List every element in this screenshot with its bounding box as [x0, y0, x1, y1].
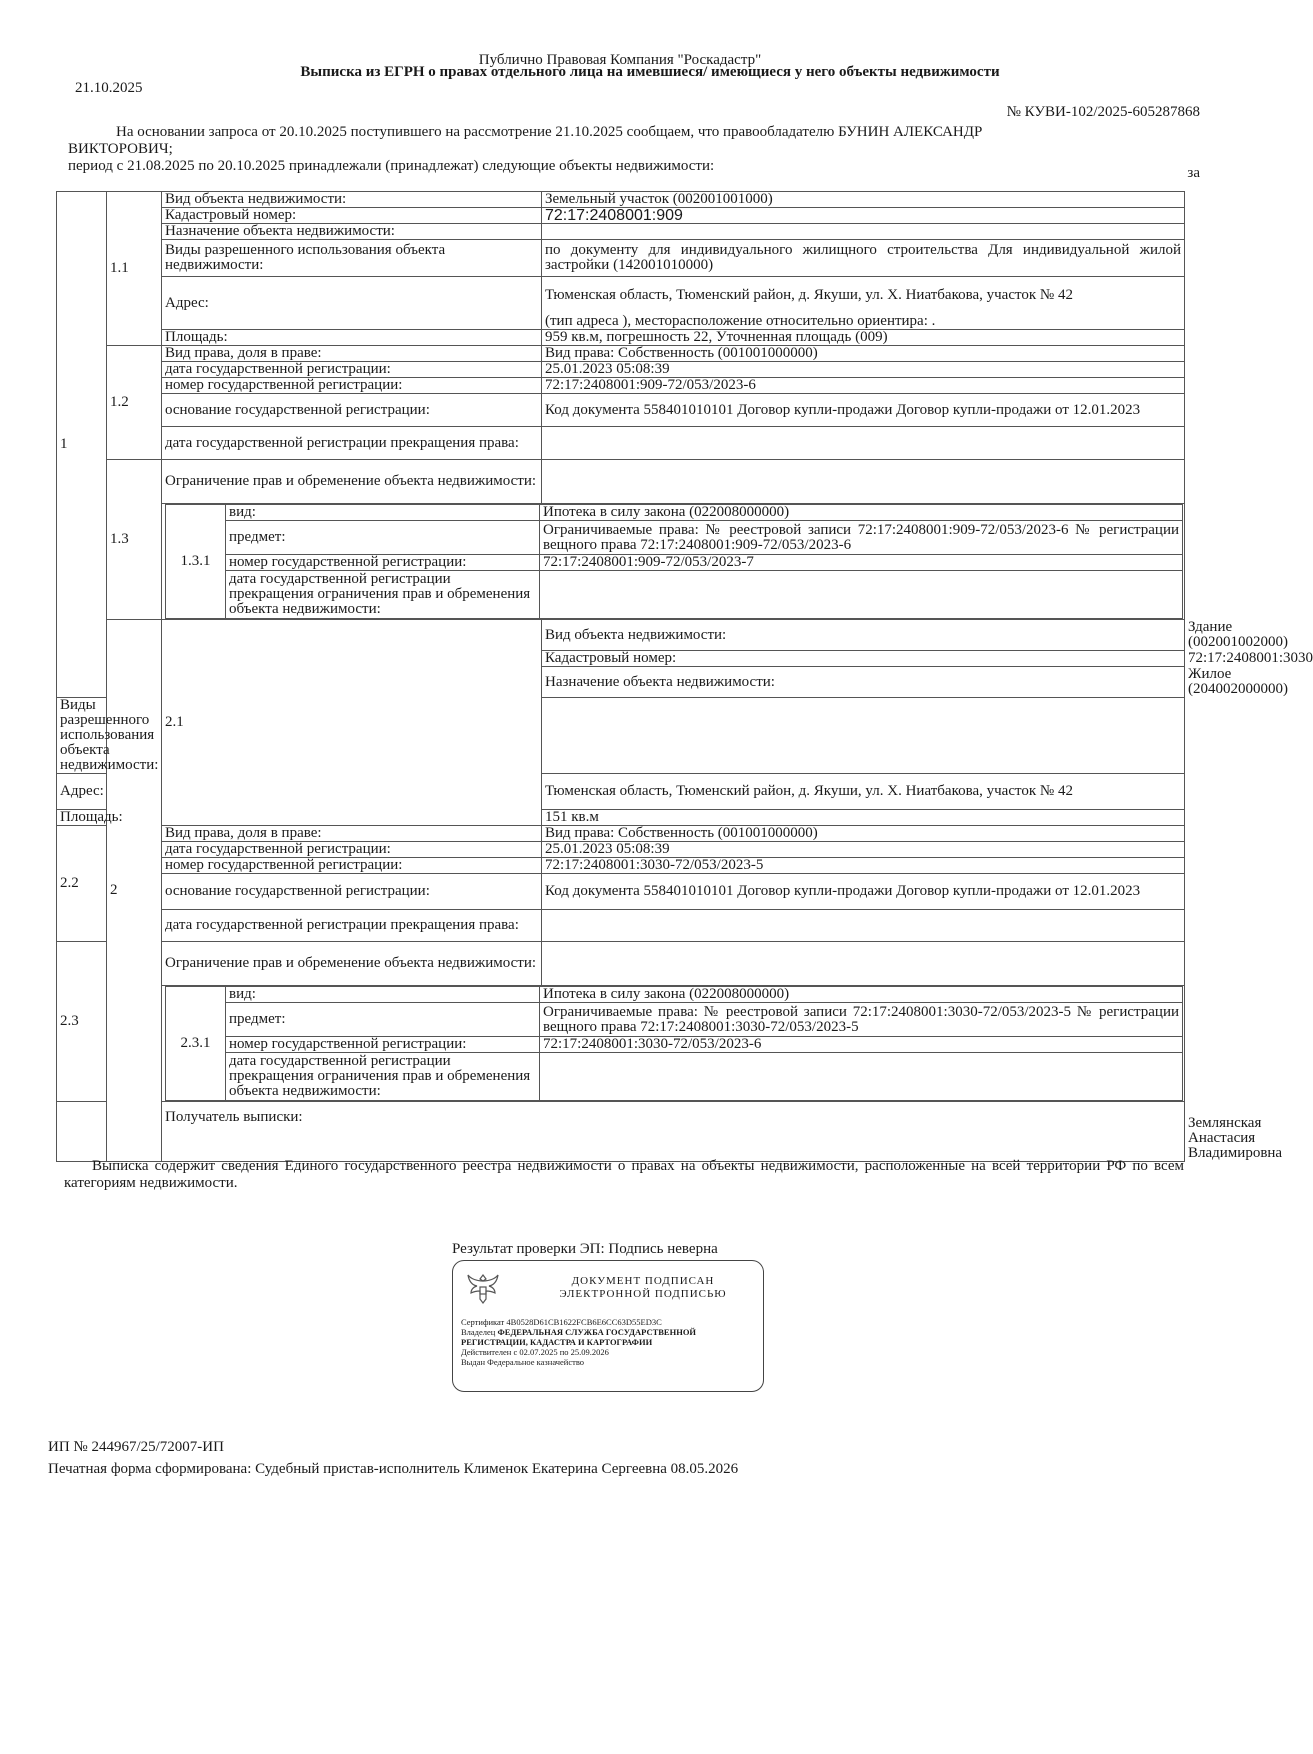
empty-cell — [57, 1102, 107, 1162]
table-row: 2 2.1 Вид объекта недвижимости: Здание (002001002000) — [57, 620, 1185, 651]
table-row — [57, 427, 1185, 460]
field-value — [542, 942, 1185, 986]
field-label: Адрес: — [57, 774, 107, 810]
field-label: дата государственной регистрации: — [162, 362, 542, 378]
field-value: Ограничиваемые права: № реестровой записи 72:17:2408001:3030-72/053/2023-5 № регистрации вещного права 72:17:2408001:3030-72/053/2023-5 — [540, 1003, 1183, 1037]
field-label: Назначение объекта недвижимости: — [542, 667, 1185, 698]
field-value: Код документа 558401010101 Договор купли-продажи Договор купли-продажи от 12.01.2023 — [542, 874, 1185, 910]
table-row — [57, 826, 1185, 842]
intro-za: за — [1187, 165, 1200, 181]
encumbrance-table — [165, 986, 1183, 1101]
field-label: вид: — [226, 987, 540, 1003]
field-label: Вид объекта недвижимости: — [162, 192, 542, 208]
table-row — [166, 1003, 1183, 1037]
table-row — [166, 505, 1183, 521]
field-value — [542, 224, 1185, 240]
table-row — [57, 942, 1185, 986]
owner-name: ФЕДЕРАЛЬНАЯ СЛУЖБА ГОСУДАРСТВЕННОЙ РЕГИСТРАЦИИ, КАДАСТРА И КАРТОГРАФИИ — [461, 1327, 697, 1347]
field-label: предмет: — [226, 1003, 540, 1037]
table-row — [57, 208, 1185, 224]
field-value — [542, 460, 1185, 504]
document-date: 21.10.2025 — [75, 80, 143, 96]
table-row — [57, 224, 1185, 240]
object-number: 2 — [107, 620, 162, 1162]
certificate-id: Сертификат 4B0528D61CB1622FCB6E6CC63D55ED3C — [461, 1317, 662, 1327]
field-value: 151 кв.м — [542, 810, 1185, 826]
document-title: Выписка из ЕГРН о правах отдельного лица на имевшиеся/ имеющиеся у него объекты недвижимости — [300, 64, 1000, 80]
extract-note-text: Выписка содержит сведения Единого государственного реестра недвижимости о правах на объекты недвижимости, расположенные на всей территории РФ по всем категориям недвижимости. — [64, 1158, 1184, 1191]
field-label: номер государственной регистрации: — [162, 858, 542, 874]
property-table — [56, 191, 1313, 1162]
subsection-number: 1.3.1 — [166, 505, 226, 619]
subsection-number: 2.3.1 — [166, 987, 226, 1101]
field-label: Площадь: — [57, 810, 107, 826]
field-label: номер государственной регистрации: — [226, 555, 540, 571]
owner-label: Владелец — [461, 1327, 496, 1337]
field-label: Назначение объекта недвижимости: — [162, 224, 542, 240]
field-value: Ограничиваемые права: № реестровой записи 72:17:2408001:909-72/053/2023-6 № регистрации вещного права 72:17:2408001:909-72/053/2023-6 — [540, 521, 1183, 555]
field-value: Ипотека в силу закона (022008000000) — [540, 987, 1183, 1003]
field-label: Адрес: — [162, 277, 542, 330]
field-label: Кадастровый номер: — [162, 208, 542, 224]
stamp-heading — [523, 1275, 763, 1301]
field-label: Виды разрешенного использования объекта недвижимости: — [57, 698, 107, 774]
intro-text — [68, 124, 1200, 181]
stamp-line-2: ЭЛЕКТРОННОЙ ПОДПИСЬЮ — [559, 1288, 727, 1300]
section-number: 1.3 — [107, 460, 162, 620]
field-label: основание государственной регистрации: — [162, 874, 542, 910]
field-value: Вид права: Собственность (001001000000) — [542, 826, 1185, 842]
table-row — [57, 378, 1185, 394]
extract-note — [64, 1158, 1184, 1192]
table-row — [57, 986, 1185, 1102]
section-number: 2.3 — [57, 942, 107, 1102]
intro-line-2: ВИКТОРОВИЧ; — [68, 141, 173, 157]
eagle-emblem-icon — [463, 1269, 503, 1309]
field-label: Вид права, доля в праве: — [162, 826, 542, 842]
field-value: по документу для индивидуального жилищного строительства Для индивидуальной жилой застройки (142001010000) — [542, 240, 1185, 277]
table-row — [57, 910, 1185, 942]
address-value: Тюменская область, Тюменский район, д. Якуши, ул. Х. Ниатбакова, участок № 42 — [542, 774, 1185, 810]
encumbrance-block — [162, 986, 1185, 1102]
field-label: дата государственной регистрации прекращения права: — [162, 427, 542, 460]
object-number: 1 — [57, 192, 107, 698]
section-number: 1.1 — [107, 192, 162, 346]
field-value: 25.01.2023 05:08:39 — [542, 362, 1185, 378]
cadastral-number: 72:17:2408001:909 — [542, 208, 1185, 224]
table-row — [57, 277, 1185, 314]
field-label: Виды разрешенного использования объекта недвижимости: — [162, 240, 542, 277]
field-label: дата государственной регистрации прекращения права: — [162, 910, 542, 942]
intro-line-3: период с 21.08.2025 по 20.10.2025 принадлежали (принадлежат) следующие объекты недвижимости: — [68, 158, 715, 174]
certificate-issuer: Выдан Федеральное казначейство — [461, 1357, 585, 1367]
certificate-validity: Действителен с 02.07.2025 по 25.09.2026 — [461, 1347, 609, 1357]
section-number: 1.2 — [107, 346, 162, 460]
field-value: Ипотека в силу закона (022008000000) — [540, 505, 1183, 521]
table-row — [57, 842, 1185, 858]
field-label: Ограничение прав и обременение объекта недвижимости: — [162, 942, 542, 986]
field-value — [540, 1053, 1183, 1101]
table-row — [57, 240, 1185, 277]
encumbrance-table — [165, 504, 1183, 619]
table-row — [57, 346, 1185, 362]
table-row — [57, 394, 1185, 427]
table-row — [166, 1053, 1183, 1101]
field-value — [542, 427, 1185, 460]
certificate-owner — [461, 1327, 761, 1347]
field-label: Вид объекта недвижимости: — [542, 620, 1185, 651]
field-label: дата государственной регистрации: — [162, 842, 542, 858]
field-label: предмет: — [226, 521, 540, 555]
section-number: 2.2 — [57, 826, 107, 942]
field-label: номер государственной регистрации: — [162, 378, 542, 394]
table-row — [57, 192, 1185, 208]
address-type: (тип адреса ), месторасположение относительно ориентира: . — [542, 314, 1185, 330]
field-value: Код документа 558401010101 Договор купли-продажи Договор купли-продажи от 12.01.2023 — [542, 394, 1185, 427]
intro-line-1: На основании запроса от 20.10.2025 поступившего на рассмотрение 21.10.2025 сообщаем, что правообладателю БУНИН АЛЕКСАНДР — [116, 124, 983, 140]
table-row: Кадастровый номер: 72:17:2408001:3030 — [57, 651, 1185, 667]
table-row: Назначение объекта недвижимости: Жилое (204002000000) — [57, 667, 1185, 698]
field-label: номер государственной регистрации: — [226, 1037, 540, 1053]
field-value: 72:17:2408001:909-72/053/2023-7 — [540, 555, 1183, 571]
table-row — [166, 521, 1183, 555]
field-value: 959 кв.м, погрешность 22, Уточненная площадь (009) — [542, 330, 1185, 346]
printed-by: Печатная форма сформирована: Судебный пристав-исполнитель Клименок Екатерина Сергеевна 08.05.2026 — [48, 1461, 739, 1477]
field-value — [542, 698, 1185, 774]
table-row — [166, 1037, 1183, 1053]
encumbrance-block — [162, 504, 1185, 620]
certificate-info — [461, 1317, 761, 1367]
field-label: Вид права, доля в праве: — [162, 346, 542, 362]
document-number: № КУВИ-102/2025-605287868 — [1006, 104, 1200, 120]
field-value — [542, 910, 1185, 942]
field-label: Ограничение прав и обременение объекта недвижимости: — [162, 460, 542, 504]
e-signature-stamp — [452, 1260, 764, 1392]
table-row — [166, 555, 1183, 571]
field-label: основание государственной регистрации: — [162, 394, 542, 427]
field-label: Площадь: — [162, 330, 542, 346]
table-row — [57, 858, 1185, 874]
table-row — [166, 987, 1183, 1003]
organization-name: Публично Правовая Компания "Роскадастр" — [478, 52, 762, 68]
table-row — [57, 504, 1185, 620]
signature-check-result: Результат проверки ЭП: Подпись неверна — [452, 1241, 718, 1257]
field-value: 72:17:2408001:909-72/053/2023-6 — [542, 378, 1185, 394]
table-row — [57, 874, 1185, 910]
table-row — [57, 330, 1185, 346]
field-value: 72:17:2408001:3030-72/053/2023-6 — [540, 1037, 1183, 1053]
stamp-line-1: ДОКУМЕНТ ПОДПИСАН — [571, 1275, 715, 1287]
field-value: Вид права: Собственность (001001000000) — [542, 346, 1185, 362]
table-row — [166, 571, 1183, 619]
section-number: 2.1 — [162, 620, 542, 826]
field-label: Кадастровый номер: — [542, 651, 1185, 667]
table-row — [57, 362, 1185, 378]
field-label: вид: — [226, 505, 540, 521]
field-value — [540, 571, 1183, 619]
field-label: дата государственной регистрации прекращения ограничения прав и обременения объекта недвижимости: — [226, 571, 540, 619]
recipient-label: Получатель выписки: — [162, 1102, 1185, 1162]
recipient-row: Получатель выписки: Землянская Анастасия Владимировна — [57, 1102, 1185, 1162]
enforcement-case-number: ИП № 244967/25/72007-ИП — [48, 1439, 224, 1455]
field-value: 72:17:2408001:3030-72/053/2023-5 — [542, 858, 1185, 874]
field-value: 25.01.2023 05:08:39 — [542, 842, 1185, 858]
address-value: Тюменская область, Тюменский район, д. Якуши, ул. Х. Ниатбакова, участок № 42 — [542, 277, 1185, 314]
table-row — [57, 460, 1185, 504]
field-value: Земельный участок (002001001000) — [542, 192, 1185, 208]
field-label: дата государственной регистрации прекращения ограничения прав и обременения объекта недвижимости: — [226, 1053, 540, 1101]
